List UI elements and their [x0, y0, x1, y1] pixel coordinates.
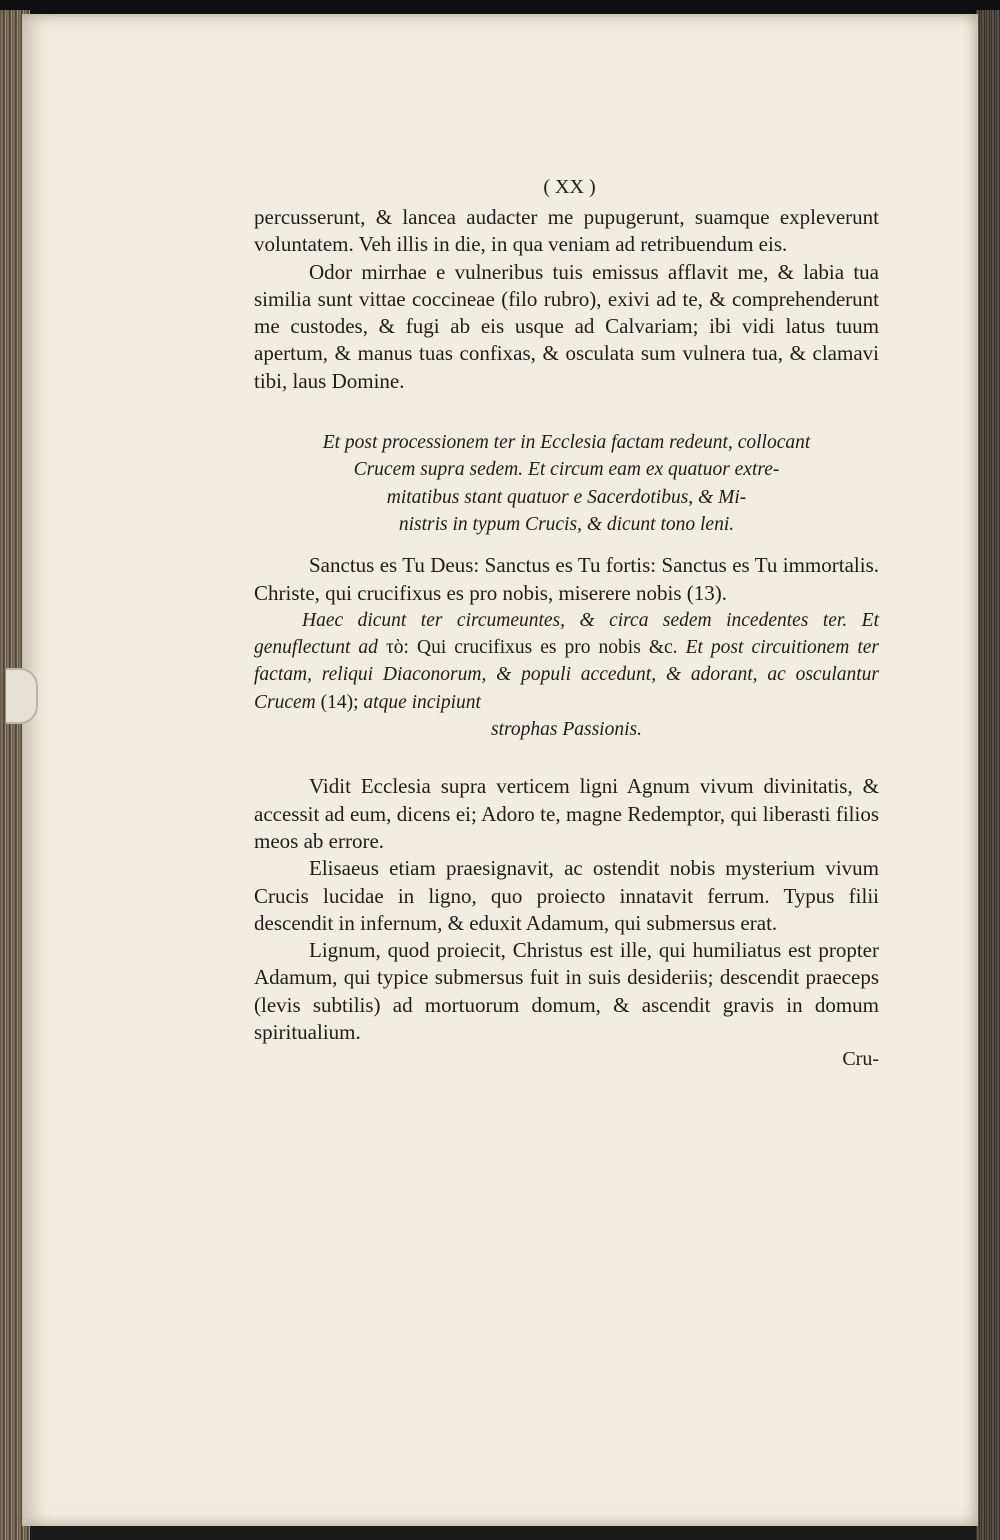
rubric-2-part-d: atque incipiunt: [358, 691, 481, 713]
page-header: ( XX ): [543, 176, 596, 198]
paragraph-3: Sanctus es Tu Deus: Sanctus es Tu fortis: Sanctus es Tu immortalis. Christe, qui crucifixus es pro nobis, miserere nobis (13).: [254, 553, 879, 605]
rubric-2-part-a: Haec dicunt ter circumeuntes, & circa sedem incedentes ter. Et genuflectunt ad: [254, 609, 879, 659]
rubric-2: [254, 607, 879, 716]
rubric-2-part-b: : Qui crucifixus es pro nobis &c.: [403, 637, 678, 659]
rubric-1-line-2: Crucem supra sedem. Et circum eam ex quatuor extre-: [353, 459, 780, 481]
page-clip-mark: [6, 668, 38, 724]
spacer: [254, 743, 879, 773]
paragraph-5: Elisaeus etiam praesignavit, ac ostendit nobis mysterium vivum Crucis lucidae in ligno, quo proiecto innatavit ferrum. Typus filii descendit in infernum, & eduxit Adamum, qui submersus erat.: [254, 856, 879, 935]
rubric-1-line-3: mitatibus stant quatuor e Sacerdotibus, & Mi-: [386, 486, 747, 508]
scan-top-border: [0, 0, 1000, 14]
page-text-block: [254, 170, 879, 1074]
rubric-2-part-c: Et post circuitionem ter factam, reliqui Diaconorum, & populi accedunt, & adorant, ac osculantur Crucem: [254, 637, 879, 713]
paragraph-6: Lignum, quod proiecit, Christus est ille, qui humiliatus est propter Adamum, qui typice submersus fuit in suis desideriis; descendit praeceps (levis subtilis) ad mortuorum domum, & ascendit gravis in domum spiritualium.: [254, 938, 879, 1045]
rubric-1: [254, 429, 879, 538]
rubric-1-line-1: Et post processionem ter in Ecclesia factam redeunt, collocant: [322, 432, 811, 454]
rubric-1-line-4: nistris in typum Crucis, & dicunt tono leni.: [398, 513, 735, 535]
catchword: Cru-: [842, 1048, 879, 1071]
book-fore-edge-right: [976, 10, 1000, 1540]
paragraph-4: Vidit Ecclesia supra verticem ligni Agnum vivum divinitatis, & accessit ad eum, dicens ei; Adoro te, magne Redemptor, qui liberasti filios meos ab errore.: [254, 774, 879, 853]
rubric-2-greek: τὸ: [377, 637, 404, 659]
rubric-2-last-line: strophas Passionis.: [491, 719, 642, 741]
spacer: [254, 538, 879, 552]
footnote-ref-14: (14);: [315, 691, 359, 713]
paragraph-1: percusserunt, & lancea audacter me pupugerunt, suamque expleverunt voluntatem. Veh illis in die, in qua veniam ad retribuendum eis.: [254, 205, 879, 257]
spacer: [254, 395, 879, 429]
paragraph-2: Odor mirrhae e vulneribus tuis emissus afflavit me, & labia tua similia sunt vittae coccineae (filo rubro), exivi ad te, & comprehenderunt me custodes, & fugi ab eis usque ad Calvariam; ibi vidi latus tuum apertum, & manus tuas confixas, & osculata sum vulnera tua, & clamavi tibi, laus Domine.: [254, 259, 879, 393]
